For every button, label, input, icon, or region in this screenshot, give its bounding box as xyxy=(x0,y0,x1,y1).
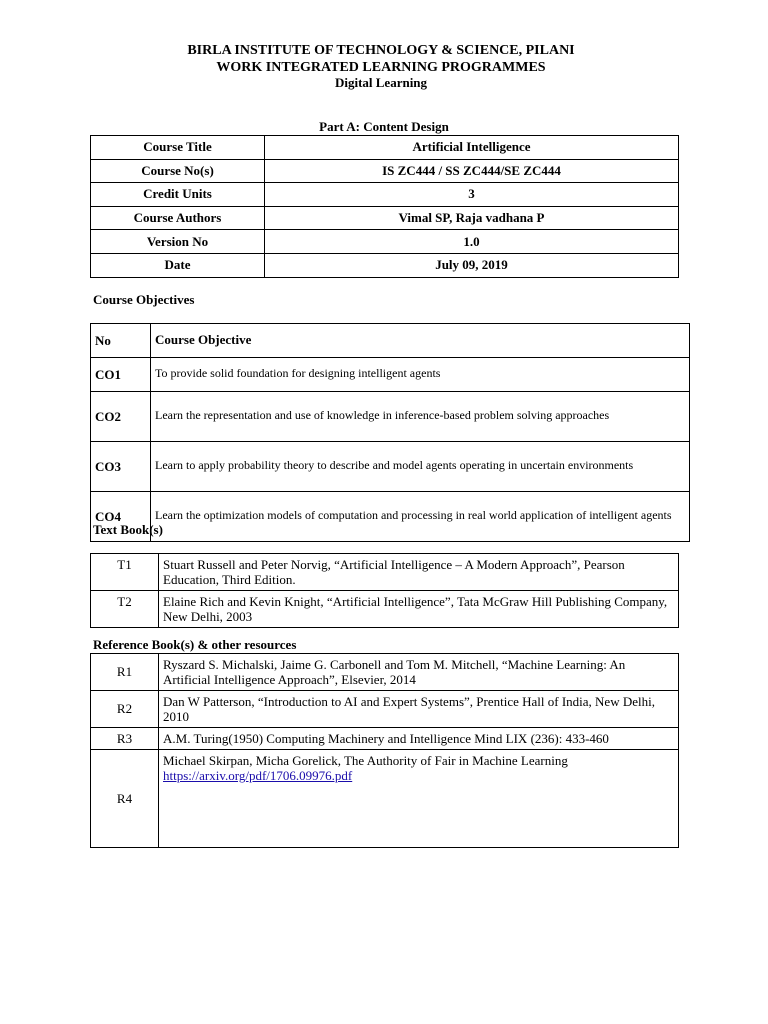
objective-no: CO4 xyxy=(91,492,151,542)
table-row xyxy=(91,136,679,160)
objectives-col-objective: Course Objective xyxy=(151,324,690,358)
table-row xyxy=(91,183,679,207)
programme-title: WORK INTEGRATED LEARNING PROGRAMMES xyxy=(216,60,546,75)
table-row xyxy=(91,492,690,542)
objective-no: CO2 xyxy=(91,392,151,442)
textbook-text: Stuart Russell and Peter Norvig, “Artificial Intelligence – A Modern Approach”, Pearson Education, Third Edition. xyxy=(159,554,679,591)
reference-id: R3 xyxy=(91,728,159,750)
course-authors-value: Vimal SP, Raja vadhana P xyxy=(265,206,679,230)
table-row xyxy=(91,206,679,230)
table-row xyxy=(91,392,690,442)
table-row xyxy=(91,728,679,750)
institute-title: BIRLA INSTITUTE OF TECHNOLOGY & SCIENCE, PILANI xyxy=(187,43,575,58)
objectives-heading: Course Objectives xyxy=(93,292,195,307)
date-value: July 09, 2019 xyxy=(265,253,679,277)
objective-text: Learn the optimization models of computation and processing in real world application of intelligent agents xyxy=(151,492,690,542)
objectives-table xyxy=(90,323,690,542)
objective-text: To provide solid foundation for designing intelligent agents xyxy=(151,358,690,392)
reference-text: Michael Skirpan, Micha Gorelick, The Authority of Fair in Machine Learning xyxy=(163,753,568,768)
reference-text: Ryszard S. Michalski, Jaime G. Carbonell and Tom M. Mitchell, “Machine Learning: An Artificial Intelligence Approach”, Elsevier, 2014 xyxy=(159,654,679,691)
table-row xyxy=(91,230,679,254)
table-header-row xyxy=(91,324,690,358)
course-no-label: Course No(s) xyxy=(91,159,265,183)
reference-text: A.M. Turing(1950) Computing Machinery and Intelligence Mind LIX (236): 433-460 xyxy=(159,728,679,750)
course-title-value: Artificial Intelligence xyxy=(265,136,679,160)
date-label: Date xyxy=(91,253,265,277)
reference-cell xyxy=(159,750,679,848)
table-row xyxy=(91,654,679,691)
credit-units-label: Credit Units xyxy=(91,183,265,207)
textbook-text: Elaine Rich and Kevin Knight, “Artificial Intelligence”, Tata McGraw Hill Publishing Company, New Delhi, 2003 xyxy=(159,591,679,628)
reference-id: R2 xyxy=(91,691,159,728)
version-no-value: 1.0 xyxy=(265,230,679,254)
textbook-id: T1 xyxy=(91,554,159,591)
textbooks-heading: Text Book(s) xyxy=(93,522,163,537)
table-row xyxy=(91,750,679,848)
textbooks-table xyxy=(90,553,679,628)
table-row xyxy=(91,691,679,728)
objective-text: Learn the representation and use of knowledge in inference-based problem solving approaches xyxy=(151,392,690,442)
table-row xyxy=(91,159,679,183)
course-title-label: Course Title xyxy=(91,136,265,160)
table-row xyxy=(91,554,679,591)
division-title: Digital Learning xyxy=(334,75,428,90)
reference-text: Dan W Patterson, “Introduction to AI and Expert Systems”, Prentice Hall of India, New Delhi, 2010 xyxy=(159,691,679,728)
objectives-col-no: No xyxy=(91,324,151,358)
reference-id: R4 xyxy=(91,750,159,848)
objective-text: Learn to apply probability theory to describe and model agents operating in uncertain environments xyxy=(151,442,690,492)
reference-link[interactable]: https://arxiv.org/pdf/1706.09976.pdf xyxy=(163,768,353,783)
course-authors-label: Course Authors xyxy=(91,206,265,230)
references-heading: Reference Book(s) & other resources xyxy=(93,637,297,652)
part-a-title: Part A: Content Design xyxy=(319,119,449,134)
table-row xyxy=(91,358,690,392)
table-row xyxy=(91,253,679,277)
course-no-value: IS ZC444 / SS ZC444/SE ZC444 xyxy=(265,159,679,183)
textbook-id: T2 xyxy=(91,591,159,628)
objective-no: CO1 xyxy=(91,358,151,392)
table-row xyxy=(91,591,679,628)
table-row xyxy=(91,442,690,492)
course-info-table xyxy=(90,135,679,278)
objective-no: CO3 xyxy=(91,442,151,492)
references-table xyxy=(90,653,679,848)
reference-id: R1 xyxy=(91,654,159,691)
credit-units-value: 3 xyxy=(265,183,679,207)
version-no-label: Version No xyxy=(91,230,265,254)
